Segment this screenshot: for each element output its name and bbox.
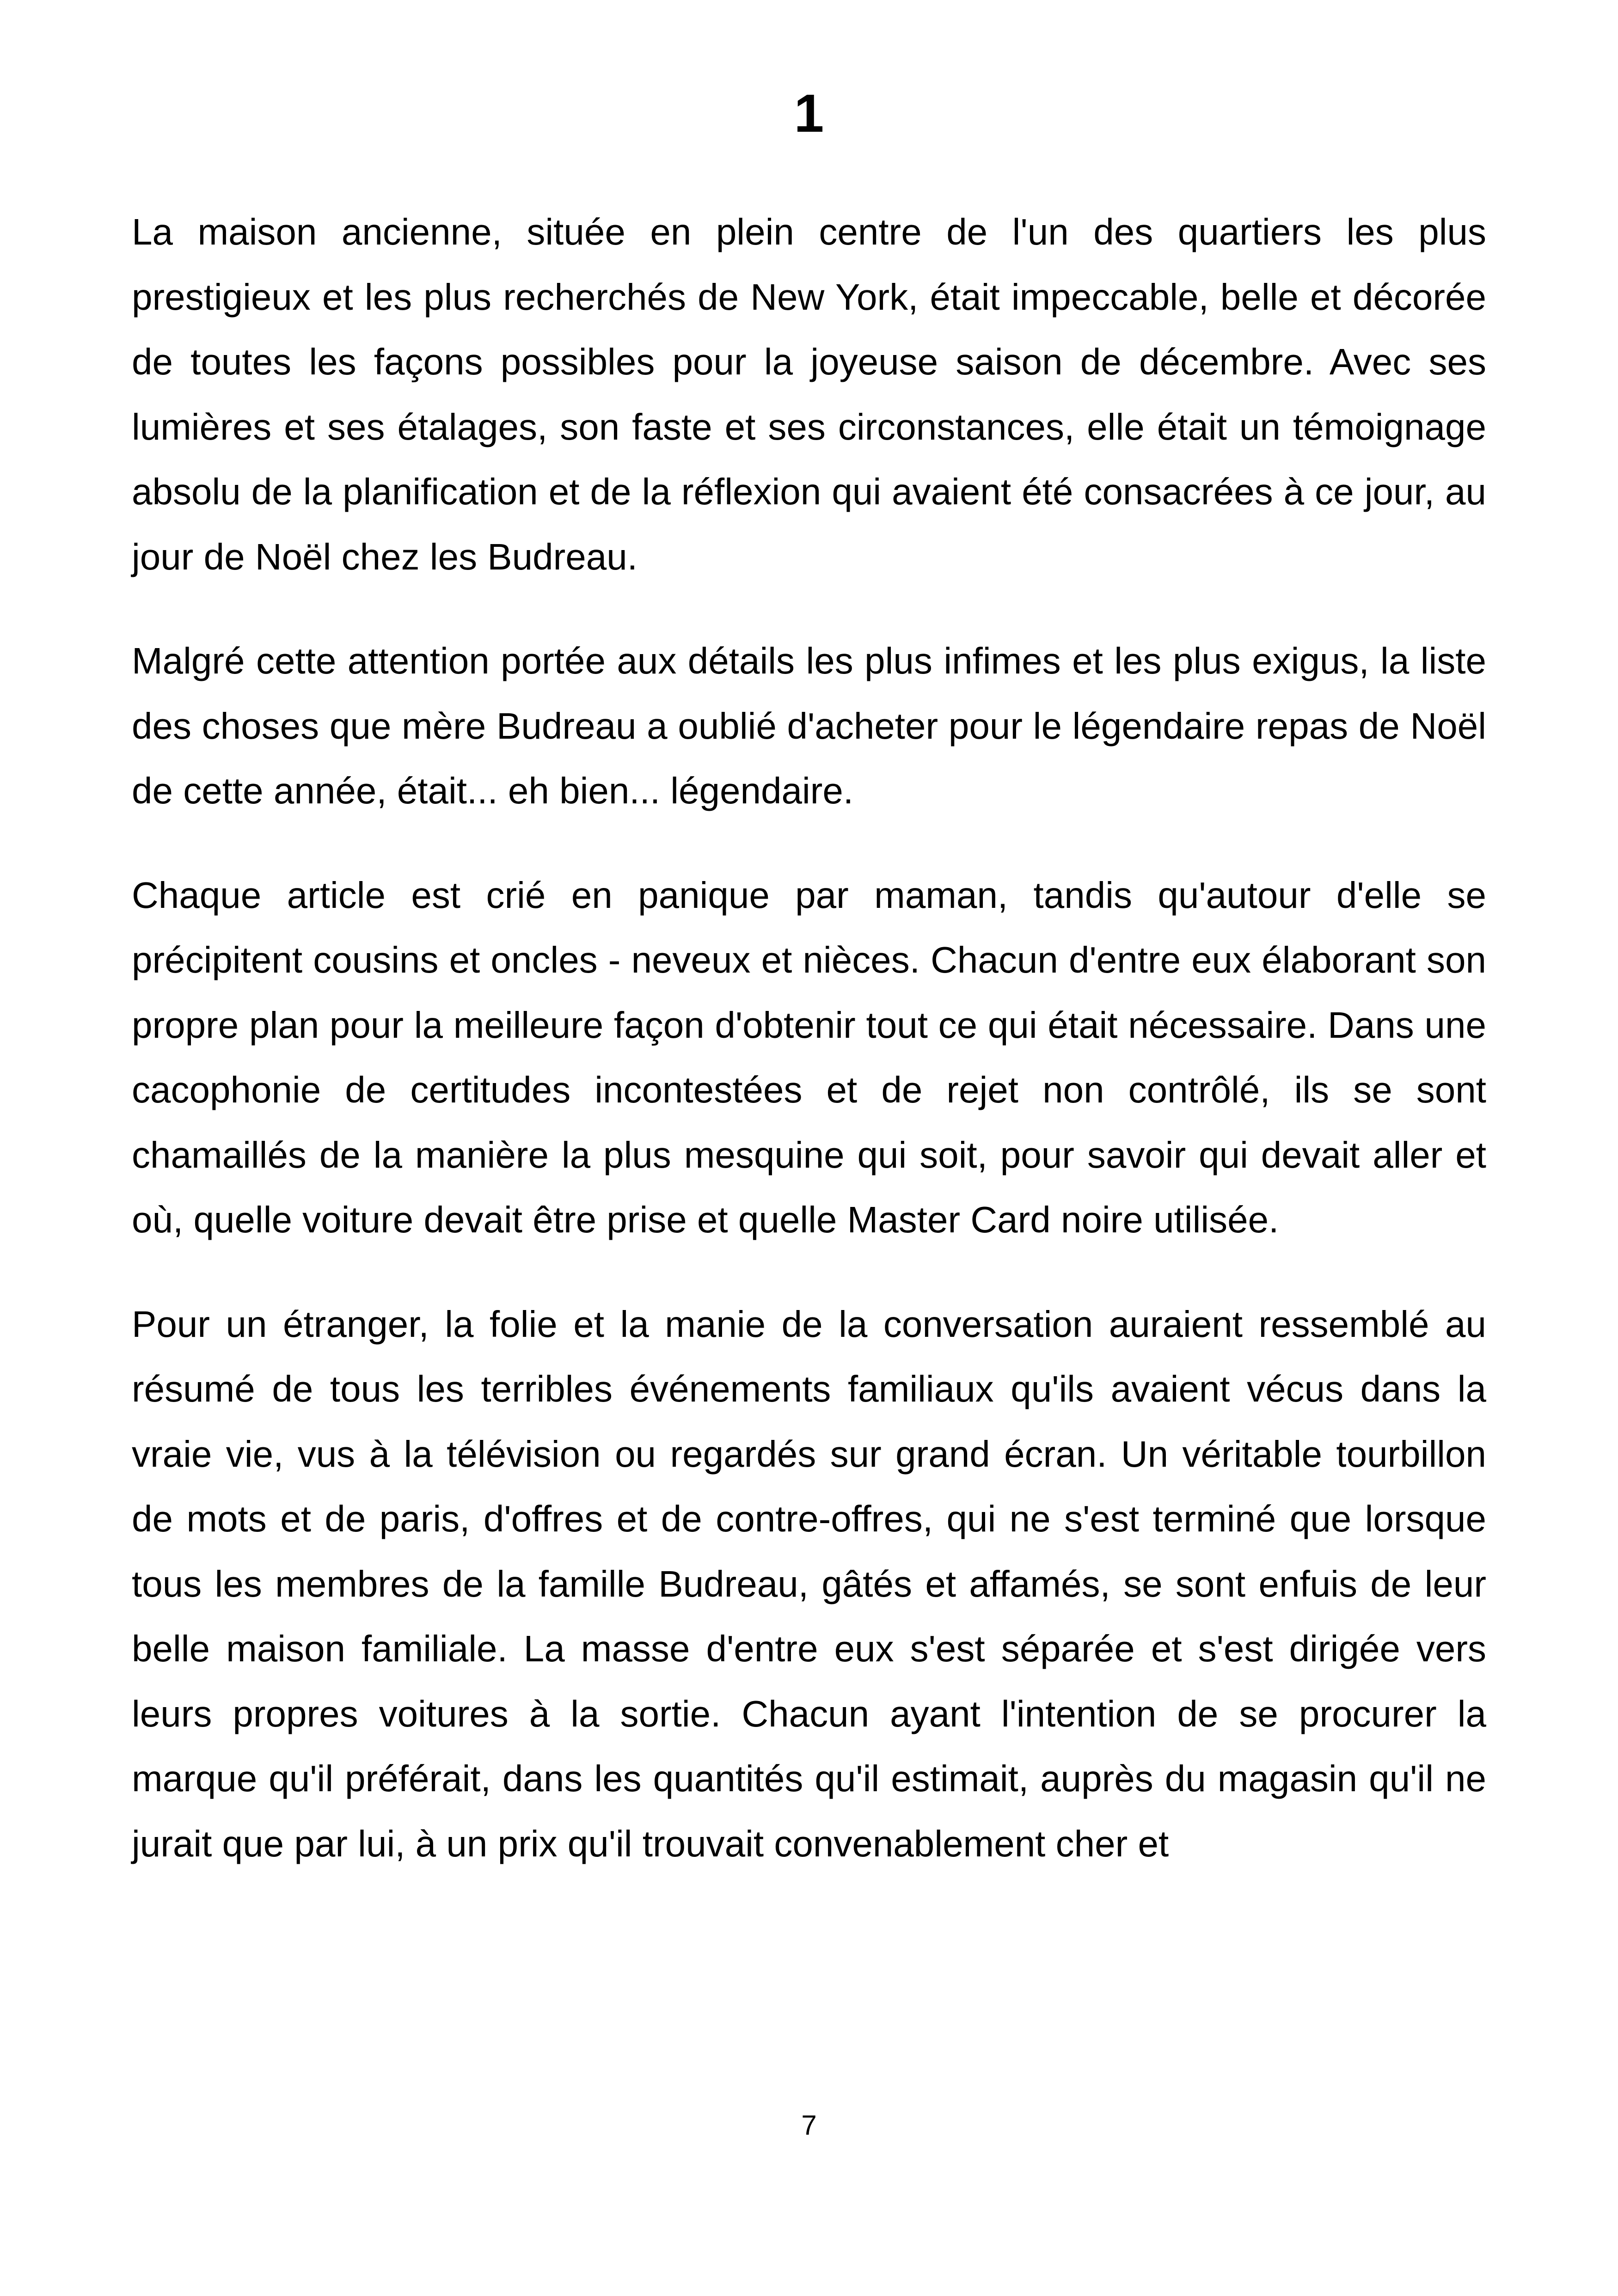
page-number: 7 xyxy=(801,2110,817,2141)
body-text xyxy=(132,200,1486,1916)
paragraph-2: Malgré cette attention portée aux détails les plus infimes et les plus exigus, la liste des choses que mère Budreau a oublié d'acheter pour le légendaire repas de Noël de cette année, était... eh bien... légendaire. xyxy=(132,640,1486,811)
chapter-number: 1 xyxy=(794,83,824,143)
paragraph-4: Pour un étranger, la folie et la manie de la conversation auraient ressemblé au résumé de tous les terribles événements familiaux qu'ils avaient vécus dans la vraie vie, vus à la télévision ou regardés sur grand écran. Un véritable tourbillon de mots et de paris, d'offres et de contre-offres, qui ne s'est terminé que lorsque tous les membres de la famille Budreau, gâtés et affamés, se sont enfuis de leur belle maison familiale. La masse d'entre eux s'est séparée et s'est dirigée vers leurs propres voitures à la sortie. Chacun ayant l'intention de se procurer la marque qu'il préférait, dans les quantités qu'il estimait, auprès du magasin qu'il ne jurait que par lui, à un prix qu'il trouvait convenablement cher et xyxy=(132,1303,1486,1864)
paragraph-1: La maison ancienne, située en plein centre de l'un des quartiers les plus prestigieux et les plus recherchés de New York, était impeccable, belle et décorée de toutes les façons possibles pour la joyeuse saison de décembre. Avec ses lumières et ses étalages, son faste et ses circonstances, elle était un témoignage absolu de la planification et de la réflexion qui avaient été consacrées à ce jour, au jour de Noël chez les Budreau. xyxy=(132,211,1486,577)
paragraph-3: Chaque article est crié en panique par maman, tandis qu'autour d'elle se précipitent cousins et oncles - neveux et nièces. Chacun d'entre eux élaborant son propre plan pour la meilleure façon d'obtenir tout ce qui était nécessaire. Dans une cacophonie de certitudes incontestées et de rejet non contrôlé, ils se sont chamaillés de la manière la plus mesquine qui soit, pour savoir qui devait aller et où, quelle voiture devait être prise et quelle Master Card noire utilisée. xyxy=(132,874,1486,1240)
